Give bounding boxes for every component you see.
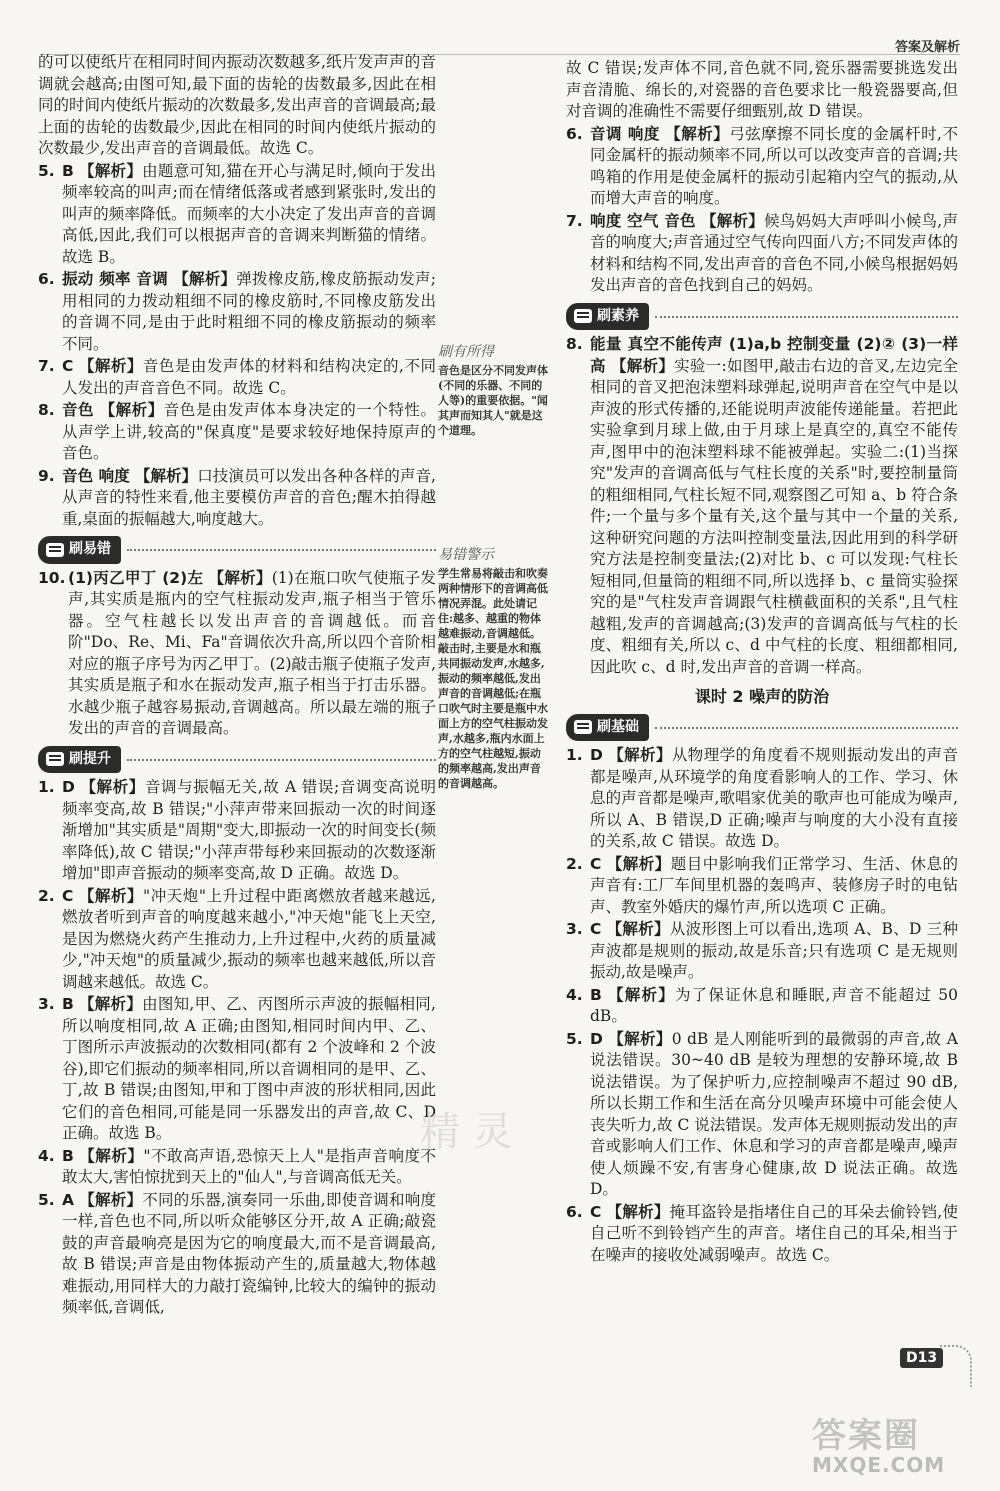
sidebar-note-title: 刷有所得 — [438, 344, 494, 360]
answer-item-10: 10. (1)丙乙甲丁 (2)左 【解析】(1)在瓶口吹气使瓶子发声,其实质是瓶内的空气柱振动发声,瓶子相当于管乐器。空气柱越长以发出声音的音调越低。而音阶"Do、Re、Mi、Fa"音调依次升高,所以四个音阶相对应的瓶子序号为丙乙甲丁。(2)敲击瓶子使瓶子发声,其实质是瓶子和水在振动发声,瓶子相当于打击乐器。水越少瓶子越容易振动,音调越高。所以最左端的瓶子发出的声音的音调最高。 — [38, 568, 436, 737]
lesson-title: 课时 2 噪声的防治 — [694, 687, 830, 706]
page-number: D13 — [900, 1348, 943, 1368]
section-header-suyang: 刷素养 — [566, 303, 958, 331]
book-icon — [574, 309, 592, 323]
answer-item-9: 9. 音色 响度 【解析】口技演员可以发出各种各样的声音,从声音的特性来看,他主要模仿声音的音色;醒木拍得越重,桌面的振幅越大,响度越大。 — [38, 466, 436, 528]
answer-item-b2: 2. C 【解析】题目中影响我们正常学习、生活、休息的声音有:工厂车间里机器的轰鸣声、装修房子时的电钻声、教室外婚庆的爆竹声,所以选项 C 正确。 — [566, 854, 958, 916]
answer-key: B — [62, 1146, 74, 1165]
answer-key: D — [62, 778, 75, 796]
answer-item-b1: 1. D 【解析】从物理学的角度看不规则振动发出的声音都是噪声,从环境学的角度看影响人的工作、学习、休息的声音都是噪声,歌唱家优美的歌声也可能成为噪声,所以 A、B 错误,D 正确;噪声与响度的大小没有直接的关系,故 C 错误。故选 D。 — [566, 746, 958, 850]
answer-item-b4: 4. B 【解析】为了保证休息和睡眠,声音不能超过 50 dB。 — [566, 985, 958, 1025]
answer-item-8: 8. 音色 【解析】音色是由发声体本身决定的一个特性。从声学上讲,较高的"保真度"是要求较好地保持原声的音色。 — [38, 401, 436, 462]
answer-key: 响度 空气 音色 — [590, 211, 696, 230]
site-watermark — [812, 1408, 982, 1477]
dotted-divider — [655, 315, 958, 318]
watermark-url: MXQE.COM — [812, 1453, 946, 1477]
watermark-logo-text: 答案圈 — [812, 1416, 920, 1456]
header-title: 答案及解析 — [894, 40, 960, 55]
continued-paragraph: 故 C 错误;发声体不同,音色就不同,瓷乐器需要挑选发出声音清脆、绵长的,对瓷器的音色要求比一般瓷器要高,但对音调的准确性不需要仔细甄别,故 D 错误。 — [566, 59, 958, 120]
answer-key: C — [62, 357, 74, 375]
dotted-divider — [655, 726, 958, 729]
sidebar-note-gains — [438, 345, 548, 438]
answer-key: B — [62, 995, 74, 1013]
answer-item-7: 7. C 【解析】音色是由发声体的材料和结构决定的,不同人发出的声音音色不同。故选 C。 — [38, 357, 436, 397]
background-watermark: 精 灵 — [420, 1109, 513, 1155]
answer-item-r8: 8. 能量 真空不能传声 (1)a,b 控制变量 (2)② (3)一样高 【解析】实验一:如图甲,敲击右边的音叉,左边完全相同的音叉把泡沫塑料球弹起,说明声音在空气中是以声波的形式传播的,还能说明声波能传递能量。若把此实验拿到月球上做,由于月球上是真空的,真空不能传声,图甲中的泡沫塑料球不能被弹起。实验二:(1)当探究"发声的音调高低与气柱长度的关系"时,要控制量筒的粗细相同,气柱长短不同,观察图乙可知 a、b 符合条件;一个量与多个量有关,这个量与其中一个量的关系,这种研究问题的方法叫控制变量法,因此用到的科学研究方法是控制变量法;(2)对比 b、c 可以发现:气柱长短相同,但量筒的粗细不同,所以选择 b、c 量筒实验探究的是"气柱发声音调跟气柱横截面积的关系",且气柱越粗,发声的音调越高;(3)发声的音调高低与气柱的长度、粗细有关,所以 c、d 中气柱的长度、粗细都相同,因此吹 c、d 时,发出声音的音调一样高。 — [566, 335, 958, 676]
answer-key: D — [590, 1029, 603, 1048]
corner-decoration — [940, 1345, 972, 1387]
answer-item-r6: 6. 音调 响度 【解析】弓弦摩擦不同长度的金属杆时,不同金属杆的振动频率不同,所以可以改变声音的音调;共鸣箱的作用是使金属杆的振动引起箱内空气的振动,从而增大声音的响度。 — [566, 124, 958, 207]
answer-item-t4: 4. B 【解析】"不敢高声语,恐惊天上人"是指声音响度不敢太大,害怕惊扰到天上的"仙人",与音调高低无关。 — [38, 1146, 436, 1186]
answer-key: 音调 响度 — [590, 124, 660, 143]
answer-item-t2: 2. C 【解析】"冲天炮"上升过程中距离燃放者越来越远,燃放者听到声音的响度越来越小,"冲天炮"能飞上天空,是因为燃烧火药产生推动力,上升过程中,火药的质量减少,"冲天炮"的质量减少,振动的频率也越来越低,所以音调越来越低。故选 C。 — [38, 886, 436, 991]
dotted-divider — [127, 548, 436, 551]
answer-item-t5: 5. A 【解析】不同的乐器,演奏同一乐曲,即使音调和响度一样,音色也不同,所以听众能够区分开,故 A 正确;敲瓷鼓的声音最响亮是因为它的响度最大,而不是音调最高,故 B 错误;声音是由物体振动产生的,质量越大,物体越难振动,用同样大的力敲打瓷编钟,比较大的编钟的振动频率低,音调低, — [38, 1190, 436, 1316]
answer-item-b5: 5. D 【解析】0 dB 是人刚能听到的最微弱的声音,故 A 说法错误。30~40 dB 是较为理想的安静环境,故 B 说法错误。为了保护听力,应控制噪声不超过 90 dB,所以长期工作和生活在高分贝噪声环境中可能会使人丧失听力,故 C 说法错误。发声体无规则振动发出的声音或影响人们工作、休息和学习的声音都是噪声,噪声使人烦躁不安,有害身心健康,故 D 说法正确。故选 D。 — [566, 1029, 958, 1198]
book-icon — [46, 543, 64, 557]
answer-key: 振动 频率 音调 — [62, 270, 168, 288]
answer-key: B — [62, 161, 74, 180]
sidebar-note-text: 音色是区分不同发声体(不同的乐器、不同的人等)的重要依据。"闻其声而知其人"就是这个道理。 — [438, 364, 548, 437]
answer-item-b3: 3. C 【解析】从波形图上可以看出,选项 A、B、D 三种声波都是规则的振动,故是乐音;只有选项 C 是无规则振动,故是噪声。 — [566, 920, 958, 981]
section-header-jichu: 刷基础 — [566, 714, 958, 742]
answer-key: A — [62, 1190, 74, 1209]
sidebar-note-warning — [438, 548, 548, 791]
answer-key: (1)丙乙甲丁 (2)左 — [68, 568, 204, 587]
section-header-tisheng: 刷提升 — [38, 746, 436, 774]
answer-key: D — [590, 746, 603, 764]
answer-item-t1: 1. D 【解析】音调与振幅无关,故 A 错误;音调变高说明频率变高,故 B 错误;"小萍声带来回振动一次的时间逐渐增加"其实质是"周期"变大,即振动一次的时间变长(频率降低),故 C 错误;"小萍声带每秒来回振动的次数逐渐增加"即声音振动的频率变高,故 D 正确。故选 D。 — [38, 778, 436, 882]
sidebar-note-title: 易错警示 — [438, 547, 494, 563]
answer-item-5: 5. B 【解析】由题意可知,猫在开心与满足时,倾向于发出频率较高的叫声;而在情绪低落或者感到紧张时,发出的叫声的频率降低。而频率的大小决定了发出声音的音调高低,因此,我们可以根据声音的音调来判断猫的情绪。故选 B。 — [38, 161, 436, 266]
left-column — [38, 52, 436, 1320]
sidebar-note-text: 学生常易将敲击和吹奏两种情形下的音调高低情况弄混。此处请记住:越多、越重的物体越难振动,音调越低。敲击时,主要是水和瓶共同振动发声,水越多,振动的频率越低,发出声音的音调越低;在瓶口吹气时主要是瓶中水面上方的空气柱振动发声,水越多,瓶内水面上方的空气柱越短,振动的频率越高,发出声音的音调越高。 — [438, 567, 548, 790]
answer-key: C — [62, 886, 74, 905]
answer-key: C — [590, 854, 602, 873]
book-icon — [574, 720, 592, 734]
right-column — [566, 58, 958, 1267]
answer-item-b6: 6. C 【解析】掩耳盗铃是指堵住自己的耳朵去偷铃铛,使自己听不到铃铛产生的声音。堵住自己的耳朵,相当于在噪声的接收处减弱噪声。故选 C。 — [566, 1202, 958, 1264]
dotted-divider — [127, 758, 436, 761]
answer-key: C — [590, 920, 602, 938]
section-header-yicuo: 刷易错 — [38, 536, 436, 564]
book-icon — [46, 752, 64, 766]
answer-key: 能量 真空不能传声 (1)a,b 控制变量 (2)② (3)一样高 — [590, 335, 958, 375]
answer-item-t3: 3. B 【解析】由图知,甲、乙、丙图所示声波的振幅相同,所以响度相同,故 A 正确;由图知,相同时间内甲、乙、丁图所示声波振动的次数相同(都有 2 个波峰和 2 个波谷),即它们振动的频率相同,所以音调相同的是甲、乙、丁,故 B 错误;由图知,甲和丁图中声波的形状相同,因此它们的音色相同,可能是同一乐器发出的声音,故 C、D 正确。故选 B。 — [38, 995, 436, 1142]
answer-item-6: 6. 振动 频率 音调 【解析】弹拨橡皮筋,橡皮筋振动发声;用相同的力拨动粗细不同的橡皮筋时,不同橡皮筋发出的音调不同,是由于此时粗细不同的橡皮筋振动的频率不同。 — [38, 270, 436, 353]
intro-paragraph: 的可以使纸片在相同时间内振动次数越多,纸片发声声的音调就会越高;由图可知,最下面的齿轮的齿数最多,因此在相同的时间内使纸片振动的次数最多,发出声音的音调最高;最上面的齿轮的齿数最少,因此在相同的时间内使纸片振动的次数最少,发出声音的音调最低。故选 C。 — [38, 53, 436, 157]
answer-key: 音色 响度 — [62, 466, 130, 485]
answer-key: 音色 — [62, 401, 95, 419]
answer-key: B — [590, 985, 602, 1004]
answer-item-r7: 7. 响度 空气 音色 【解析】候鸟妈妈大声呼叫小候鸟,声音的响度大;声音通过空气传向四面八方;不同发声体的材料和结构不同,发出声音的音色不同,小候鸟根据妈妈发出声音的音色找到自己的妈妈。 — [566, 211, 958, 294]
answer-key: C — [590, 1202, 602, 1221]
